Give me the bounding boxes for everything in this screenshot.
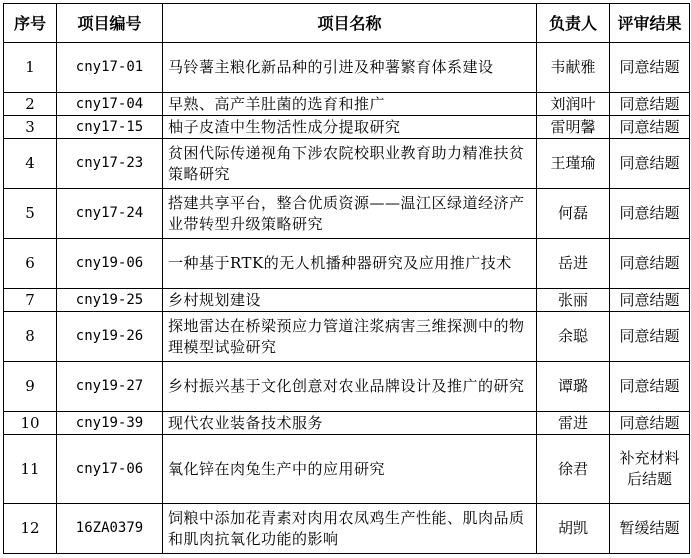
row-result: 同意结题	[610, 189, 690, 239]
row-owner: 张丽	[537, 289, 610, 312]
row-owner: 余聪	[537, 312, 610, 362]
row-owner: 刘润叶	[537, 93, 610, 116]
table-row	[4, 362, 690, 412]
header-name: 项目名称	[163, 4, 537, 43]
row-index: 3	[4, 116, 57, 139]
row-project-name: 氧化锌在肉兔生产中的应用研究	[163, 435, 537, 504]
row-owner: 徐君	[537, 435, 610, 504]
row-project-name: 早熟、高产羊肚菌的选育和推广	[163, 93, 537, 116]
row-result: 同意结题	[610, 93, 690, 116]
row-project-name: 探地雷达在桥梁预应力管道注浆病害三维探测中的物理模型试验研究	[163, 312, 537, 362]
row-code: cny17-06	[57, 435, 163, 504]
row-result: 同意结题	[610, 139, 690, 189]
table-row	[4, 43, 690, 93]
row-result: 同意结题	[610, 116, 690, 139]
row-owner: 谭璐	[537, 362, 610, 412]
table-row	[4, 239, 690, 289]
row-owner: 王瑾瑜	[537, 139, 610, 189]
row-project-name: 饲粮中添加花青素对肉用农凤鸡生产性能、肌肉品质和肌肉抗氧化功能的影响	[163, 504, 537, 554]
table-row	[4, 312, 690, 362]
row-result: 同意结题	[610, 43, 690, 93]
row-code: cny19-27	[57, 362, 163, 412]
row-result: 补充材料后结题	[610, 435, 690, 504]
row-result: 同意结题	[610, 312, 690, 362]
row-code: cny17-24	[57, 189, 163, 239]
row-index: 2	[4, 93, 57, 116]
row-index: 5	[4, 189, 57, 239]
row-project-name: 一种基于RTK的无人机播种器研究及应用推广技术	[163, 239, 537, 289]
row-index: 10	[4, 412, 57, 435]
table-row	[4, 93, 690, 116]
row-result: 同意结题	[610, 412, 690, 435]
row-project-name: 搭建共享平台，整合优质资源——温江区绿道经济产业带转型升级策略研究	[163, 189, 537, 239]
project-review-table-container	[3, 3, 690, 554]
row-owner: 岳进	[537, 239, 610, 289]
row-code: cny17-04	[57, 93, 163, 116]
row-code: cny19-26	[57, 312, 163, 362]
row-index: 4	[4, 139, 57, 189]
table-row	[4, 504, 690, 554]
row-code: cny17-23	[57, 139, 163, 189]
header-index: 序号	[4, 4, 57, 43]
row-project-name: 乡村振兴基于文化创意对农业品牌设计及推广的研究	[163, 362, 537, 412]
row-project-name: 现代农业装备技术服务	[163, 412, 537, 435]
row-index: 11	[4, 435, 57, 504]
header-result: 评审结果	[610, 4, 690, 43]
row-code: cny19-06	[57, 239, 163, 289]
row-code: cny19-39	[57, 412, 163, 435]
row-result: 同意结题	[610, 239, 690, 289]
table-row	[4, 139, 690, 189]
row-index: 9	[4, 362, 57, 412]
row-code: cny17-01	[57, 43, 163, 93]
row-code: cny17-15	[57, 116, 163, 139]
project-review-table	[3, 3, 690, 554]
table-header-row	[4, 4, 690, 43]
row-owner: 雷进	[537, 412, 610, 435]
table-row	[4, 189, 690, 239]
header-owner: 负责人	[537, 4, 610, 43]
table-row	[4, 412, 690, 435]
row-owner: 韦献雅	[537, 43, 610, 93]
row-result: 同意结题	[610, 362, 690, 412]
row-index: 1	[4, 43, 57, 93]
row-index: 8	[4, 312, 57, 362]
table-row	[4, 435, 690, 504]
row-result: 同意结题	[610, 289, 690, 312]
row-result: 暂缓结题	[610, 504, 690, 554]
row-index: 12	[4, 504, 57, 554]
row-code: cny19-25	[57, 289, 163, 312]
row-index: 7	[4, 289, 57, 312]
row-owner: 胡凯	[537, 504, 610, 554]
row-owner: 雷明馨	[537, 116, 610, 139]
row-project-name: 柚子皮渣中生物活性成分提取研究	[163, 116, 537, 139]
row-project-name: 乡村规划建设	[163, 289, 537, 312]
row-index: 6	[4, 239, 57, 289]
row-project-name: 贫困代际传递视角下涉农院校职业教育助力精准扶贫策略研究	[163, 139, 537, 189]
row-project-name: 马铃薯主粮化新品种的引进及种薯繁育体系建设	[163, 43, 537, 93]
table-row	[4, 116, 690, 139]
header-code: 项目编号	[57, 4, 163, 43]
table-row	[4, 289, 690, 312]
row-code: 16ZA0379	[57, 504, 163, 554]
row-owner: 何磊	[537, 189, 610, 239]
